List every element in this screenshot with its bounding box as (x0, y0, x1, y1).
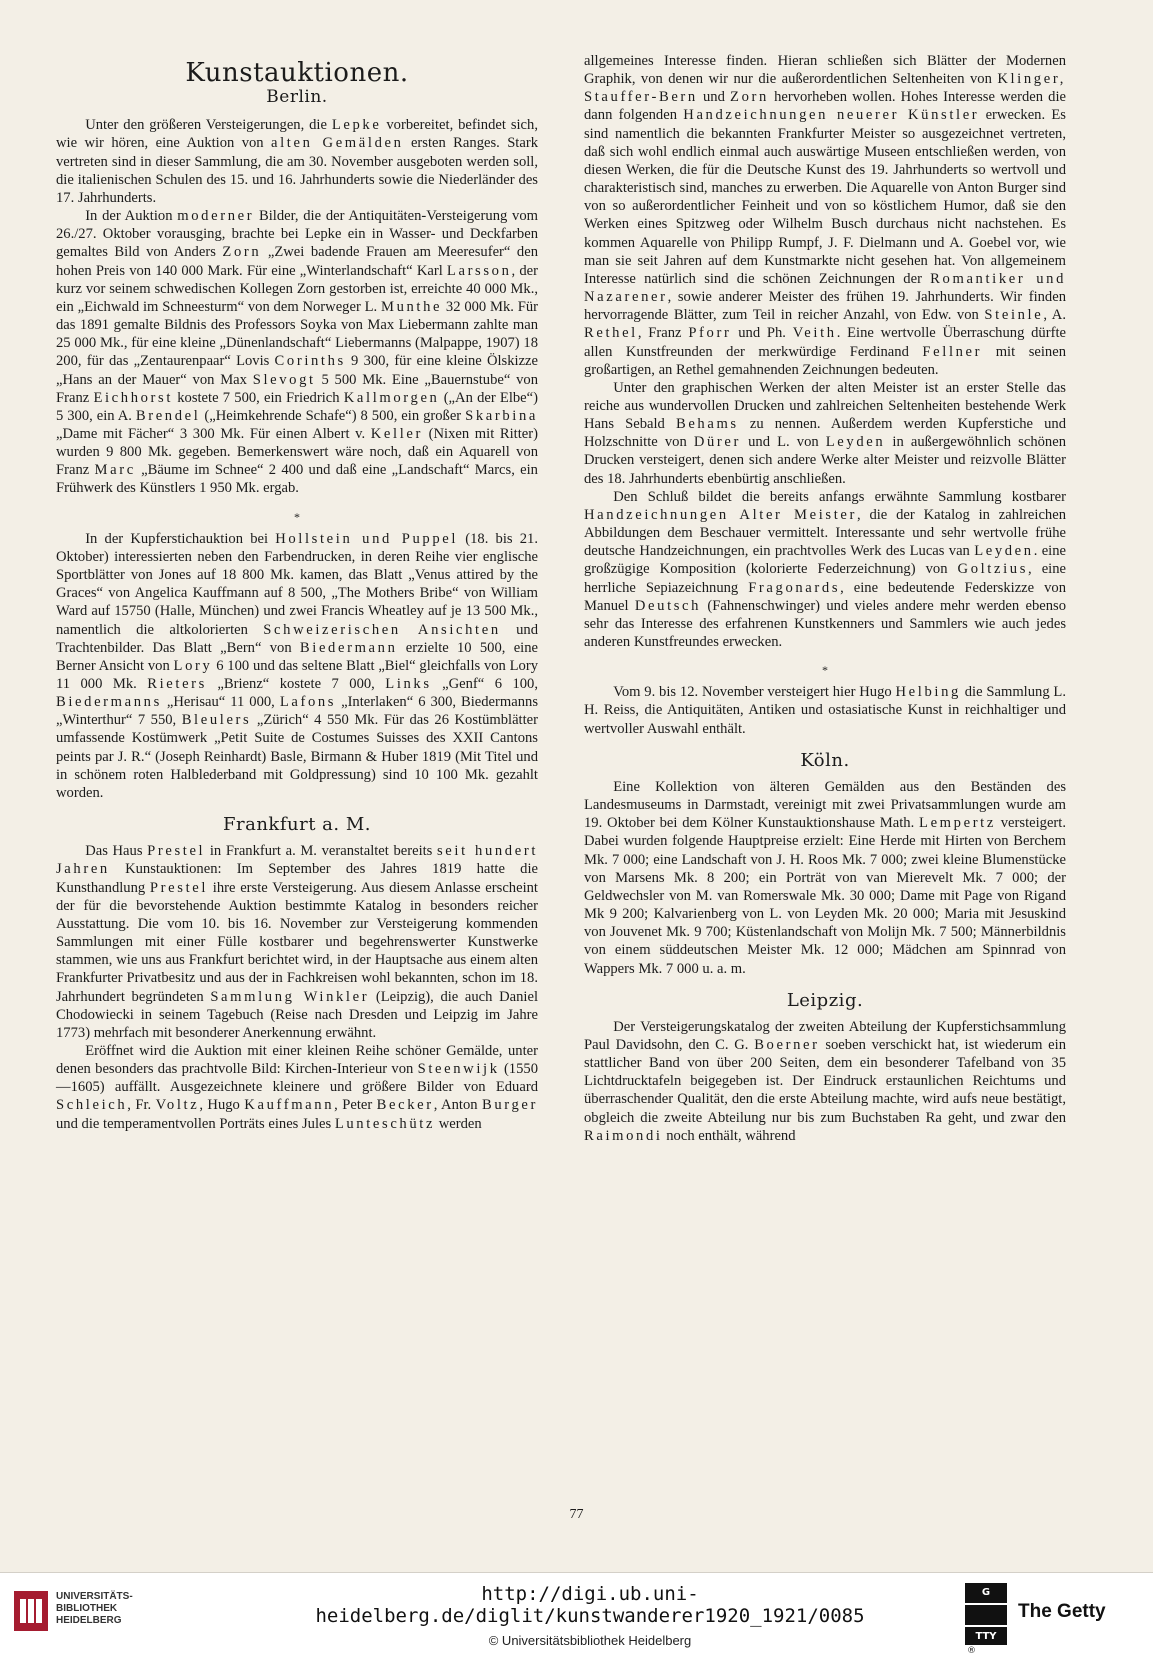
university-library-logo-icon (14, 1591, 48, 1631)
section-heading-frankfurt: Frankfurt a. M. (223, 814, 371, 836)
separator-star: * (822, 663, 828, 678)
paragraph: In der Kupferstichauktion bei Hollstein und Puppel (18. bis 21. Oktober) interessierten neben den Farbendrucken, in deren Reihe vier englische Sportblätter von Jones auf 18 800 Mk. kamen, das Blatt „Venus attired by the Graces“ von Angelica Kauffmann auf 8 500, „The Mothers Bribe“ von William Ward auf 15750 (Halle, München) und zwei Francis Wheatley auf je 13 500 Mk., namentlich die altkolorierten Schweizerischen Ansichten und Trachtenbilder. Das Blatt „Bern“ von Biedermann erzielte 10 500, eine Berner Ansicht von Lory 6 100 und das seltene Blatt „Biel“ gleichfalls von Lory 11 000 Mk. Rieters „Brienz“ kostete 7 000, Links „Genf“ 6 100, Biedermanns „Herisau“ 11 000, Lafons „Interlaken“ 6 300, Biedermanns „Winterthur“ 7 550, Bleulers „Zürich“ 4 550 Mk. Für das 26 Kostümblätter umfassende Kostümwerk „Petit Suite de Costumes Suisses des XXII Cantons peints par J. R.“ (Joseph Reinhardt) Basle, Birmann & Huber 1819 (Mit Titel und in schönem roten Halblederband mit Goldpressung) sind 10 100 Mk. gezahlt worden. (56, 530, 538, 801)
paragraph: allgemeines Interesse finden. Hieran schließen sich Blätter der Modernen Graphik, von denen wir nur die außerordentlichen Seltenheiten von Klinger, Stauffer-Bern und Zorn hervorheben wollen. Hohes Interesse werden die dann folgenden Handzeichnungen neuerer Künstler erwecken. Es sind namentlich die bekannten Frankfurter Meister so ausgezeichnet vertreten, daß sich wohl endlich einmal auch auswärtige Museen entschließen werden, von diesen Werken, die für die Deutsche Kunst des 19. Jahrhunderts so wertvoll und charakteristisch sind, manches zu erwerben. Die Aquarelle von Anton Burger sind von so außerordentlicher Feinheit und von so köstlichem Humor, daß sie den Werken eines Spitzweg oder Wilhelm Busch durchaus nicht nachstehen. Es kommen Aquarelle von Philipp Rumpf, J. F. Dielmann und A. Goebel vor, wie man sie seit Jahren auf dem Kunstmarkte nicht gesehen hat. Von allgemeinem Interesse natürlich sind die schönen Zeichnungen der Romantiker und Nazarener, sowie anderer Meister des frühen 19. Jahrhunderts. Wir finden hervorragende Blätter, zum Teil in reicher Anzahl, von Edw. von Steinle, A. Rethel, Franz Pforr und Ph. Veith. Eine wertvolle Überraschung dürfte allen Kunstfreunden der merkwürdige Ferdinand Fellner mit seinen großartigen, an Rethel gemahnenden Zeichnungen bedeuten. (584, 53, 1067, 378)
library-name: UNIVERSITÄTS- BIBLIOTHEK HEIDELBERG (56, 1591, 133, 1626)
paragraph: Den Schluß bildet die bereits anfangs erwähnte Sammlung kostbarer Handzeichnungen Alter Meister, die der Katalog in zahlreichen Abbildungen dem Beschauer vermittelt. Interessante und sehr wertvolle frühe deutsche Handzeichnungen, ein prachtvolles Werk des Lucas van Leyden. eine großzügige Komposition (kolorierte Federzeichnung) von Goltzius, eine herrliche Sepiazeichnung Fragonards, eine bedeutende Federskizze von Manuel Deutsch (Fahnenschwinger) und vieles andere mehr werden ebenso sehr das Interesse des erfahrenen Kunstkenners und Sammlers wie auch jedes anderen Kunstfreundes erwecken. (584, 488, 1067, 650)
copyright-notice: © Universitätsbibliothek Heidelberg (488, 1633, 692, 1648)
paragraph: Unter den graphischen Werken der alten Meister ist an erster Stelle das reiche aus wundervollen Drucken und zahlreichen Seltenheiten bestehende Werk Hans Sebald Behams zu nennen. Außerdem werden Kupferstiche und Holzschnitte von Dürer und L. von Leyden in außergewöhnlich schönen Drucken versteigert, denen sich andere Werke alter Meister und reizvolle Blätter des 18. Jahrhunderts ebenbürtig anschließen. (584, 379, 1066, 487)
paragraph: Unter den größeren Versteigerungen, die Lepke vorbereitet, befindet sich, wie wir hören, eine Auktion von alten Gemälden ersten Ranges. Stark vertreten sind in dieser Sammlung, die am 30. November ausgeboten werden soll, die italienischen Schulen des 15. und 16. Jahrhunderts sowie die Niederländer des 17. Jahrhunderts. (56, 117, 538, 206)
paragraph: Vom 9. bis 12. November versteigert hier Hugo Helbing die Sammlung L. H. Reiss, die Antiquitäten, Antiken und ostasiatische Kunst in reichhaltiger und wertvoller Auswahl enthält. (584, 684, 1066, 737)
section-heading-berlin: Berlin. (266, 87, 328, 108)
paragraph: Eine Kollektion von älteren Gemälden aus den Beständen des Landesmuseums in Darmstadt, vereinigt mit zwei Privatsammlungen wurde am 19. Oktober bei dem Kölner Kunstauktionshause Math. Lempertz versteigert. Dabei wurden folgende Hauptpreise erzielt: Eine Herde mit Hirten von Berchem Mk. 7 000; eine Landschaft von J. H. Roos Mk. 7 000; zwei kleine Blumenstücke von Marsens Mk. 8 200; ein Porträt von van Mierevelt Mk. 7 000; der Geldwechsler von M. van Romerswale Mk. 30 000; Dame mit Page von Rigand Mk 9 200; Kalvarienberg von L. von Leyden Mk. 20 000; Maria mit Jesuskind von Jouvenet Mk. 9 700; Küstenlandschaft von Molijn Mk. 7 500; Männerbildnis von einem süddeutschen Meister Mk. 12 000; Mädchen am Spinnrad von Wappers Mk. 7 000 u. a. m. (584, 778, 1066, 977)
separator-star: * (294, 509, 300, 524)
right-column (584, 52, 1066, 1145)
getty-label: The Getty (1018, 1601, 1106, 1622)
getty-logo-icon: G TTY (965, 1583, 1007, 1645)
section-heading-leipzig: Leipzig. (786, 989, 864, 1011)
section-heading-koeln: Köln. (800, 749, 850, 771)
paragraph: In der Auktion moderner Bilder, die der Antiquitäten-Versteigerung vom 26./27. Oktober vorausging, brachte bei Lepke ein in Wasser- und Deckfarben gemaltes Bild von Anders Zorn „Zwei badende Frauen am Meeresufer“ den hohen Preis von 140 000 Mark. Für eine „Winterlandschaft“ Karl Larsson, der kurz vor seinem schwedischen Kollegen Zorn gestorben ist, erreichte 40 000 Mk., ein „Eichwald im Schneesturm“ von dem Norweger L. Munthe 32 000 Mk. Für das 1891 gemalte Bildnis des Professors Soyka von Max Liebermann zahlte man 25 000 Mk., für eine kleine „Dünenlandschaft“ Liebermanns (Malpappe, 1907) 18 200, für das „Zentaurenpaar“ Lovis Corinths 9 300, für eine kleine Ölskizze „Hans an der Mauer“ von Max Slevogt 5 500 Mk. Eine „Bauernstube“ von Franz Eichhorst kostete 7 500, ein Friedrich Kallmorgen („An der Elbe“) 5 300, ein A. Brendel („Heimkehrende Schafe“) 8 500, ein großer Skarbina „Dame mit Fächer“ 3 300 Mk. Für einen Albert v. Keller (Nixen mit Ritter) wurden 9 800 Mk. gegeben. Bemerkenswert wäre noch, daß ein Aquarell von Franz Marc „Bäume im Schnee“ 2 400 und daß eine „Landschaft“ Marcs, ein Frühwerk des Künstlers 1 950 Mk. ergab. (56, 208, 539, 497)
paragraph: Eröffnet wird die Auktion mit einer kleinen Reihe schöner Gemälde, unter denen besonders das prachtvolle Bild: Kirchen-Interieur von Steenwijk (1550—1605) auffällt. Ausgezeichnete kleinere und größere Bilder von Eduard Schleich, Fr. Voltz, Hugo Kauffmann, Peter Becker, Anton Burger und die temperamentvollen Porträts eines Jules Lunteschütz werden (56, 1042, 539, 1132)
paragraph: Der Versteigerungskatalog der zweiten Abteilung der Kupferstichsammlung Paul Davidsohn, den C. G. Boerner soeben verschickt hat, ist wiederum ein stattlicher Band von über 200 Seiten, dem ein besonderer Tafelband von 35 Lichtdrucktafeln beigegeben ist. Der Eindruck erstaunlichen Reichtums und überraschender Qualität, den die erste Abteilung machte, wird aufs neue bestätigt, obgleich die zweite Abteilung nur bis zum Buchstaben Ra geht, und zwar den Raimondi noch enthält, während (584, 1018, 1066, 1144)
left-column (56, 56, 538, 1133)
footer-bar (0, 1572, 1153, 1658)
page-title: Kunstauktionen. (185, 58, 409, 88)
source-url-link[interactable]: http://digi.ub.uni-heidelberg.de/diglit/kunstwanderer1920_1921/0085 (315, 1583, 865, 1627)
page-number: 77 (569, 1507, 584, 1522)
paragraph: Das Haus Prestel in Frankfurt a. M. veranstaltet bereits seit hundert Jahren Kunstauktionen: Im September des Jahres 1819 hatte die Kunsthandlung Prestel ihre erste Versteigerung. Aus diesem Anlasse erscheint der für die bevorstehende Auktion bestimmte Katalog in besonders reicher Ausstattung. Die vom 10. bis 16. November zur Versteigerung kommenden Sammlungen mit einer Fülle kostbarer und begehrenswerter Kunstwerke stammen, wie uns aus Frankfurt berichtet wird, in der Hauptsache aus einem alten Frankfurter Privatbesitz und aus der in Fachkreisen wohl bekannten, schon im 18. Jahrhundert begründeten Sammlung Winkler (Leipzig), die auch Daniel Chodowiecki in seinem Tagebuch (Reise nach Dresden und Leipzig im Jahre 1773) mehrfach mit besonderer Anerkennung erwähnt. (56, 843, 539, 1041)
registered-mark: ® (967, 1646, 976, 1656)
